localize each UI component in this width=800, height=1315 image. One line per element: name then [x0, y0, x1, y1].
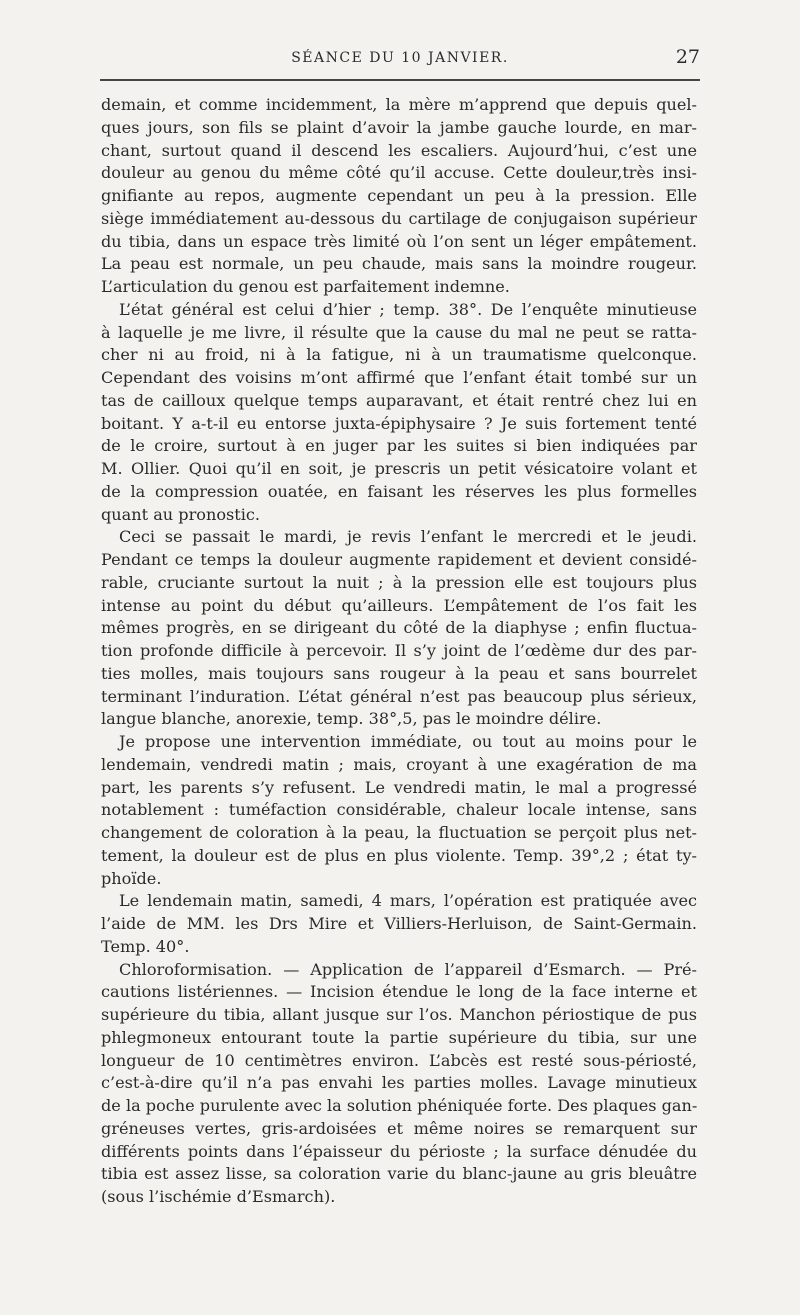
text-line: lendemain, vendredi matin ; mais, croyant à une exagération de ma: [101, 754, 697, 774]
text-line: chant, surtout quand il descend les escaliers. Aujourd’hui, c’est une: [101, 140, 697, 160]
text-line: c’est-à-dire qu’il n’a pas envahi les parties molles. Lavage minutieux: [101, 1073, 697, 1093]
text-line: différents points dans l’épaisseur du périoste ; la surface dénudée du: [101, 1141, 697, 1161]
text-line: siège immédiatement au-dessous du cartilage de conjugaison supérieur: [101, 208, 697, 228]
text-line: intense au point du début qu’ailleurs. L’empâtement de l’os fait les: [101, 595, 697, 615]
text-line: Je propose une intervention immédiate, ou tout au moins pour le: [119, 732, 697, 751]
text-line: M. Ollier. Quoi qu’il en soit, je prescris un petit vésicatoire volant et: [101, 459, 697, 478]
body-text: [101, 94, 697, 1209]
text-line: cher ni au froid, ni à la fatigue, ni à un traumatisme quelconque.: [101, 345, 697, 365]
text-line: gnifiante au repos, augmente cependant un peu à la pression. Elle: [101, 186, 697, 205]
text-line: L’état général est celui d’hier ; temp. 38°. De l’enquête minutieuse: [119, 299, 697, 319]
text-line: Chloroformisation. — Application de l’appareil d’Esmarch. — Pré-: [119, 959, 697, 979]
text-line: La peau est normale, un peu chaude, mais sans la moindre rougeur.: [101, 254, 697, 274]
text-line: tion profonde difficile à percevoir. Il s’y joint de l’œdème dur des par-: [101, 641, 697, 660]
text-line: rable, cruciante surtout la nuit ; à la pression elle est toujours plus: [101, 572, 697, 592]
text-line: de la poche purulente avec la solution phéniquée forte. Des plaques gan-: [101, 1096, 698, 1115]
text-line: à laquelle je me livre, il résulte que la cause du mal ne peut se ratta-: [101, 322, 697, 342]
page-header: [100, 46, 700, 72]
text-line: ties molles, mais toujours sans rougeur à la peau et sans bourrelet: [101, 663, 697, 683]
text-line: tement, la douleur est de plus en plus violente. Temp. 39°,2 ; état ty-: [101, 845, 697, 865]
text-line: l’aide de MM. les Drs Mire et Villiers-Herluison, de Saint-Germain.: [101, 914, 697, 933]
text-line: Cependant des voisins m’ont affirmé que l’enfant était tombé sur un: [101, 368, 697, 387]
text-line: (sous l’ischémie d’Esmarch).: [101, 1187, 336, 1206]
page-number: 27: [675, 46, 700, 68]
text-line: tas de cailloux quelque temps auparavant, et était rentré chez lui en: [101, 390, 697, 410]
text-line: de le croire, surtout à en juger par les suites si bien indiquées par: [101, 436, 697, 456]
text-line: quant au pronostic.: [101, 504, 261, 524]
text-line: mêmes progrès, en se dirigeant du côté de la diaphyse ; enfin fluctua-: [101, 618, 697, 638]
text-line: phoïde.: [101, 868, 162, 888]
text-line: Le lendemain matin, samedi, 4 mars, l’opération est pratiquée avec: [119, 891, 697, 911]
text-line: Temp. 40°.: [101, 936, 190, 956]
text-line: de la compression ouatée, en faisant les réserves les plus formelles: [101, 481, 697, 501]
text-line: notablement : tuméfaction considérable, chaleur locale intense, sans: [101, 800, 697, 820]
text-line: langue blanche, anorexie, temp. 38°,5, pas le moindre délire.: [101, 709, 602, 729]
running-title: SÉANCE DU 10 JANVIER.: [291, 50, 509, 66]
text-line: longueur de 10 centimètres environ. L’abcès est resté sous-périosté,: [101, 1050, 697, 1070]
text-line: cautions listériennes. — Incision étendue le long de la face interne et: [101, 982, 697, 1002]
text-line: part, les parents s’y refusent. Le vendredi matin, le mal a progressé: [101, 777, 697, 797]
text-line: supérieure du tibia, allant jusque sur l’os. Manchon périostique de pus: [101, 1005, 697, 1024]
text-line: phlegmoneux entourant toute la partie supérieure du tibia, sur une: [101, 1027, 697, 1047]
text-line: Ceci se passait le mardi, je revis l’enfant le mercredi et le jeudi.: [119, 527, 697, 547]
text-line: tibia est assez lisse, sa coloration varie du blanc-jaune au gris bleuâtre: [101, 1164, 697, 1184]
text-line: douleur au genou du même côté qu’il accuse. Cette douleur,très insi-: [101, 163, 697, 183]
text-line: demain, et comme incidemment, la mère m’apprend que depuis quel-: [101, 95, 697, 114]
text-line: terminant l’induration. L’état général n’est pas beaucoup plus sérieux,: [101, 686, 697, 706]
text-line: Pendant ce temps la douleur augmente rapidement et devient considé-: [101, 550, 697, 569]
text-line: boitant. Y a-t-il eu entorse juxta-épiphysaire ? Je suis fortement tenté: [101, 413, 697, 433]
text-line: gréneuses vertes, gris-ardoisées et même noires se remarquent sur: [101, 1118, 697, 1138]
text-line: du tibia, dans un espace très limité où l’on sent un léger empâtement.: [101, 231, 697, 251]
text-line: changement de coloration à la peau, la fluctuation se perçoit plus net-: [101, 823, 697, 842]
text-line: ques jours, son fils se plaint d’avoir la jambe gauche lourde, en mar-: [101, 117, 697, 137]
header-rule: [100, 79, 700, 81]
text-line: L’articulation du genou est parfaitement indemne.: [101, 277, 510, 296]
